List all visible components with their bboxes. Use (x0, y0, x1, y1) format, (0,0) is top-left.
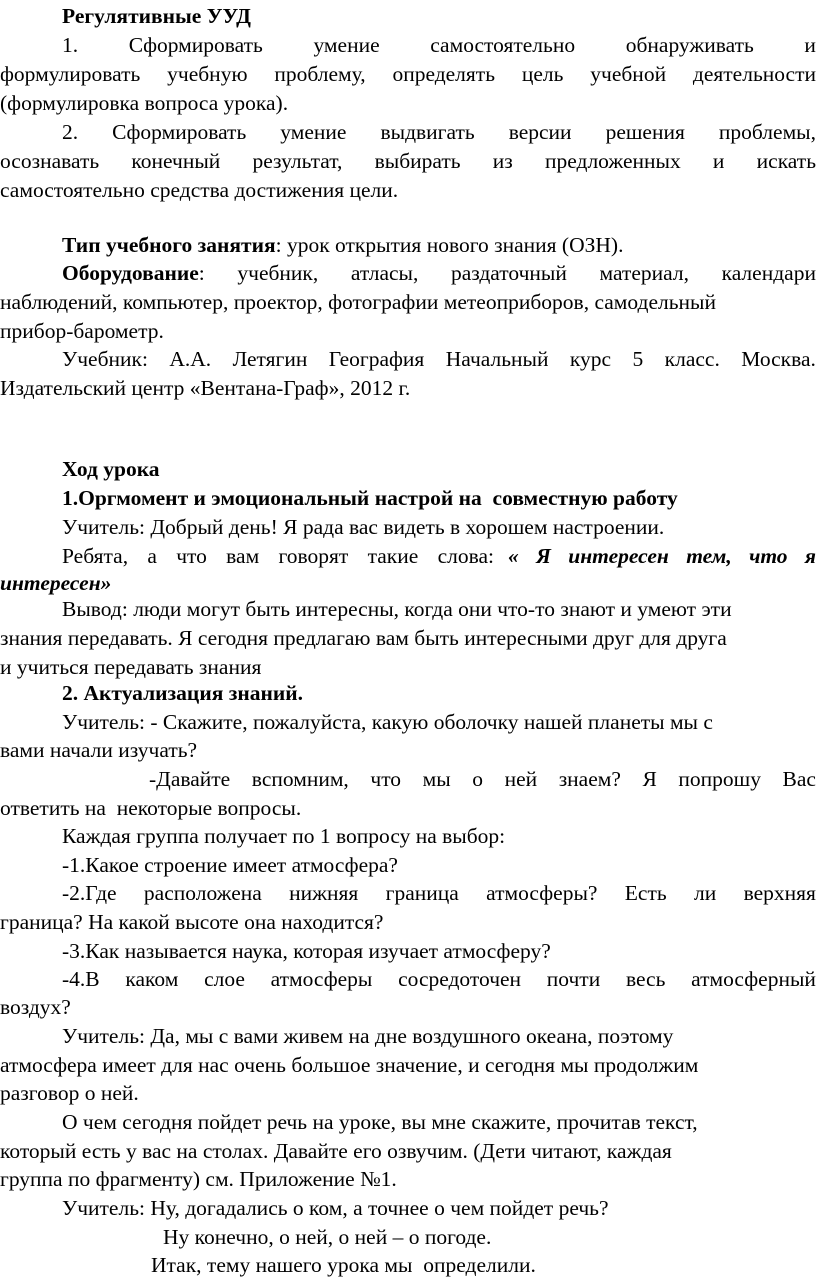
word: верхняя (743, 881, 816, 905)
word: Я (536, 544, 551, 568)
word: -2.Где (62, 881, 117, 905)
teacher-q2-line-1 (0, 765, 816, 794)
question-1: -1.Какое строение имеет атмосфера? (62, 853, 398, 877)
teacher-q2-line-2: ответить на некоторые вопросы. (0, 796, 302, 820)
word: слое (204, 967, 245, 991)
word: Вас (782, 767, 816, 791)
word: раздаточный (450, 261, 567, 285)
word: решения (605, 120, 685, 144)
word: проблему, (274, 62, 366, 86)
word: Ребята, (62, 544, 129, 568)
question-3: -3.Как называется наука, которая изучает атмосферу? (62, 939, 551, 963)
teacher-q1-line-1: Учитель: - Скажите, пожалуйста, какую оболочку нашей планеты мы с (62, 710, 713, 734)
section-1-heading: 1.Оргмомент и эмоциональный настрой на совместную работу (62, 486, 678, 510)
word: самостоятельно (430, 33, 576, 57)
question-words (62, 542, 494, 571)
word: попрошу (678, 767, 761, 791)
word: граница (385, 881, 459, 905)
word: слова: (437, 544, 494, 568)
word: интересен (568, 544, 669, 568)
word: тем, (686, 544, 732, 568)
word: курс (569, 347, 612, 371)
word: и (804, 33, 816, 57)
goal-1-line-1 (0, 31, 816, 60)
word: материал, (599, 261, 689, 285)
word: -4.В (62, 967, 100, 991)
word: осознавать (0, 149, 100, 173)
equipment-line-1 (0, 259, 816, 288)
word: говорят (278, 544, 349, 568)
word: и (712, 149, 725, 173)
conclusion-line-3: и учиться передавать знания (0, 655, 262, 679)
lesson-type-value: : урок открытия нового знания (ОЗН). (275, 233, 624, 257)
word: о (472, 767, 483, 791)
equipment-line-3: прибор-барометр. (0, 319, 164, 343)
word: формулировать (0, 62, 141, 86)
word: Я (642, 767, 657, 791)
word: умение (313, 33, 380, 57)
lesson-type-label: Тип учебного занятия (62, 233, 276, 257)
word: весь (625, 967, 666, 991)
question-2-line-1 (0, 879, 816, 908)
word: атласы, (350, 261, 419, 285)
word: а (147, 544, 157, 568)
quote-line-1 (494, 542, 816, 571)
lesson-type (0, 231, 816, 260)
conclusion-line-2: знания передавать. Я сегодня предлагаю вам быть интересными друг для друга (0, 626, 727, 650)
about-today-line-1: О чем сегодня пойдет речь на уроке, вы мне скажите, прочитав текст, (62, 1110, 698, 1134)
teacher-answer-line-2: атмосфера имеет для нас очень большое значение, и сегодня мы продолжим (0, 1053, 699, 1077)
about-today-line-3: группа по фрагменту) см. Приложение №1. (0, 1167, 397, 1191)
word: 1. (62, 33, 79, 57)
word: Сформировать (128, 33, 263, 57)
word: 5 (632, 347, 644, 371)
groups-intro: Каждая группа получает по 1 вопросу на выбор: (62, 824, 506, 848)
word: определять (392, 62, 496, 86)
word: Москва. (741, 347, 816, 371)
goal-2-line-2 (0, 147, 816, 176)
word: что (749, 544, 788, 568)
word: атмосферы? (486, 881, 598, 905)
word: что (370, 767, 402, 791)
word: вам (226, 544, 260, 568)
word: учебной (590, 62, 667, 86)
word: Сформировать (112, 120, 247, 144)
equipment-items (199, 259, 816, 288)
word: результат, (252, 149, 343, 173)
word: ней (504, 767, 538, 791)
word: атмосферный (691, 967, 816, 991)
word: версии (508, 120, 572, 144)
equipment-label: Оборудование (62, 261, 199, 285)
goal-1-line-2 (0, 60, 816, 89)
equipment-line-2: наблюдений, компьютер, проектор, фотографии метеоприборов, самодельный (0, 290, 716, 314)
word: Начальный (445, 347, 549, 371)
word: из (492, 149, 513, 173)
word: Есть (624, 881, 667, 905)
word: Учебник: (62, 347, 148, 371)
question-4-line-2: воздух? (0, 995, 71, 1019)
word: мы (422, 767, 451, 791)
weather-answer: Ну конечно, о ней, о ней – о погоде. (163, 1225, 492, 1249)
teacher-greeting: Учитель: Добрый день! Я рада вас видеть в хорошем настроении. (62, 515, 665, 539)
textbook-line-2: Издательский центр «Вентана-Граф», 2012 г. (0, 376, 411, 400)
word: класс. (664, 347, 720, 371)
word: нижняя (289, 881, 359, 905)
word: знаем? (558, 767, 621, 791)
word: ли (694, 881, 717, 905)
word: « (508, 544, 519, 568)
word: выбирать (374, 149, 461, 173)
word: цель (521, 62, 564, 86)
question-line-1 (0, 542, 816, 571)
section-2-heading: 2. Актуализация знаний. (62, 681, 304, 705)
lesson-progress-heading: Ход урока (62, 457, 160, 481)
word: умение (280, 120, 347, 144)
word: я (804, 544, 816, 568)
word: учебную (167, 62, 248, 86)
teacher-q1-line-2: вами начали изучать? (0, 738, 198, 762)
word: конечный (131, 149, 221, 173)
teacher-guess: Учитель: Ну, догадались о ком, а точнее о чем пойдет речь? (62, 1196, 609, 1220)
word: деятельности (692, 62, 816, 86)
topic-defined: Итак, тему нашего урока мы определили. (151, 1253, 536, 1277)
goal-2-line-1 (0, 118, 816, 147)
question-4-line-1 (0, 965, 816, 994)
teacher-answer-line-1: Учитель: Да, мы с вами живем на дне воздушного океана, поэтому (62, 1024, 674, 1048)
word: каком (125, 967, 179, 991)
word: атмосферы (270, 967, 373, 991)
word: календари (721, 261, 816, 285)
word: обнаруживать (625, 33, 754, 57)
word: расположена (143, 881, 262, 905)
word: вспомним, (251, 767, 349, 791)
word: Летягин (232, 347, 308, 371)
goal-2-line-3: самостоятельно средства достижения цели. (0, 178, 399, 202)
textbook-line-1 (0, 345, 816, 374)
word: предложенных (545, 149, 681, 173)
word: выдвигать (380, 120, 475, 144)
word: сосредоточен (398, 967, 522, 991)
about-today-line-2: который есть у вас на столах. Давайте его озвучим. (Дети читают, каждая (0, 1139, 672, 1163)
word: почти (546, 967, 601, 991)
word: -Давайте (149, 767, 231, 791)
conclusion-line-1: Вывод: люди могут быть интересны, когда они что-то знают и умеют эти (62, 597, 732, 621)
word: География (328, 347, 425, 371)
quote-line-2: интересен» (0, 571, 112, 595)
word: учебник, (237, 261, 319, 285)
word: 2. (62, 120, 79, 144)
teacher-answer-line-3: разговор о ней. (0, 1081, 139, 1105)
word: А.А. (169, 347, 212, 371)
question-2-line-2: граница? На какой высоте она находится? (0, 910, 384, 934)
goal-1-line-3: (формулировка вопроса урока). (0, 91, 289, 115)
word: искать (756, 149, 816, 173)
word: такие (367, 544, 419, 568)
reg-uud-heading: Регулятивные УУД (62, 4, 251, 28)
word: что (176, 544, 207, 568)
word: проблемы, (718, 120, 816, 144)
word: : (198, 261, 205, 285)
